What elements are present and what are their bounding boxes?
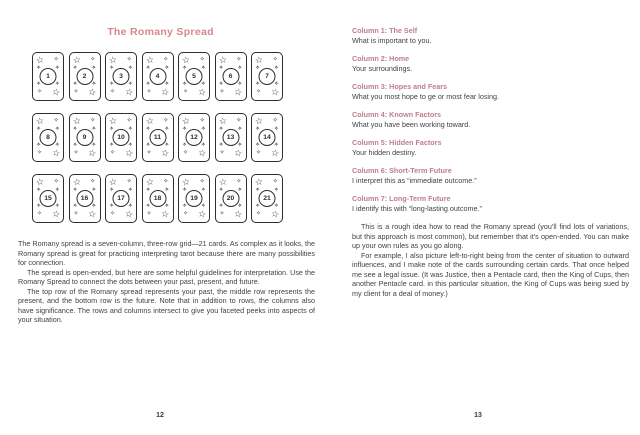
card-number — [182, 126, 206, 148]
flower-icon: ✧ — [53, 117, 59, 124]
small-star-icon: ✧ — [256, 211, 262, 217]
sparkle-icon: ✧ — [109, 203, 114, 209]
tarot-card-back — [105, 113, 137, 162]
star-icon: ☆ — [233, 147, 244, 159]
sparkle-icon: ✧ — [182, 81, 187, 87]
star-icon: ☆ — [217, 176, 228, 188]
card-number-label: 7 — [265, 73, 269, 80]
column-guide-item — [352, 54, 629, 73]
flower-icon: ✧ — [53, 56, 59, 63]
small-star-icon: ✧ — [146, 89, 152, 95]
flower-icon: ✧ — [236, 56, 242, 63]
sparkle-icon: ✧ — [91, 65, 96, 71]
sparkle-icon: ✧ — [36, 126, 41, 132]
flower-icon: ✧ — [236, 117, 242, 124]
sparkle-icon: ✧ — [219, 65, 224, 71]
column-guide-item — [352, 194, 629, 213]
tarot-card-back — [142, 52, 174, 101]
star-icon: ☆ — [270, 208, 281, 220]
sparkle-icon: ✧ — [274, 81, 279, 87]
card-number-label: 3 — [119, 73, 123, 80]
sparkle-icon: ✧ — [36, 65, 41, 71]
star-icon: ☆ — [108, 115, 118, 127]
column-heading: Column 5: Hidden Factors — [352, 138, 442, 147]
sparkle-icon: ✧ — [109, 187, 114, 193]
sparkle-icon: ✧ — [128, 142, 133, 148]
column-description: Your surroundings. — [352, 63, 413, 73]
small-star-icon: ✧ — [73, 211, 79, 217]
card-number-label: 9 — [82, 134, 87, 141]
sparkle-icon: ✧ — [219, 81, 224, 87]
flower-icon: ✧ — [163, 117, 169, 124]
card-number — [255, 187, 279, 209]
small-star-icon: ✧ — [219, 150, 225, 156]
sparkle-icon: ✧ — [237, 81, 242, 87]
flower-icon: ✧ — [126, 178, 132, 185]
flower-icon: ✧ — [199, 178, 205, 185]
star-icon: ☆ — [254, 54, 264, 66]
sparkle-icon: ✧ — [201, 142, 206, 148]
sparkle-icon: ✧ — [146, 142, 151, 148]
flower-icon: ✧ — [199, 56, 205, 63]
flower-icon: ✧ — [163, 178, 169, 185]
sparkle-icon: ✧ — [128, 65, 133, 71]
sparkle-icon: ✧ — [219, 203, 224, 209]
sparkle-icon: ✧ — [55, 65, 60, 71]
flower-icon: ✧ — [90, 56, 96, 63]
star-icon: ☆ — [217, 115, 228, 127]
tarot-card-back — [178, 52, 210, 101]
star-icon: ☆ — [270, 147, 281, 159]
sparkle-icon: ✧ — [182, 126, 187, 132]
sparkle-icon: ✧ — [255, 203, 260, 209]
paragraph: The Romany spread is a seven-column, three-row grid—21 cards. As complex as it looks, the Romany spread is great for practicing interpreting tarot because there are many possibilities for connection. — [18, 239, 315, 267]
star-icon: ☆ — [87, 86, 98, 98]
card-number-label: 8 — [46, 134, 50, 141]
column-guide-item — [352, 110, 629, 129]
card-number — [36, 126, 60, 148]
sparkle-icon: ✧ — [73, 81, 78, 87]
tarot-card-back — [251, 113, 283, 162]
card-number — [36, 65, 60, 87]
column-description: What is important to you. — [352, 35, 432, 45]
card-number-label: 5 — [192, 73, 196, 80]
sparkle-icon: ✧ — [128, 187, 133, 193]
sparkle-icon: ✧ — [274, 142, 279, 148]
small-star-icon: ✧ — [110, 211, 116, 217]
column-heading: Column 3: Hopes and Fears — [352, 82, 448, 91]
column-guide-item — [352, 138, 629, 157]
star-icon: ☆ — [160, 208, 171, 220]
small-star-icon: ✧ — [146, 150, 152, 156]
star-icon: ☆ — [71, 176, 82, 188]
tarot-card-back — [32, 174, 64, 223]
tarot-card-back — [178, 174, 210, 223]
card-number-label: 12 — [190, 134, 198, 141]
flower-icon: ✧ — [236, 178, 242, 185]
card-number — [109, 126, 133, 148]
sparkle-icon: ✧ — [201, 81, 206, 87]
card-number-label: 11 — [153, 134, 162, 141]
card-number-label: 14 — [263, 134, 271, 141]
sparkle-icon: ✧ — [219, 187, 224, 193]
column-heading: Column 6: Short-Term Future — [352, 166, 452, 175]
tarot-card-back — [215, 174, 247, 223]
small-star-icon: ✧ — [256, 89, 262, 95]
card-number — [182, 187, 206, 209]
sparkle-icon: ✧ — [164, 81, 169, 87]
sparkle-icon: ✧ — [146, 65, 151, 71]
column-guide-item — [352, 82, 629, 101]
sparkle-icon: ✧ — [237, 187, 242, 193]
star-icon: ☆ — [71, 115, 82, 127]
star-icon: ☆ — [124, 86, 135, 98]
card-number — [109, 65, 133, 87]
small-star-icon: ✧ — [146, 211, 152, 217]
paragraph: The spread is open-ended, but here are some helpful guidelines for interpretation. Use the Romany Spread to connect the dots between your past, present, and future. — [18, 267, 315, 286]
flower-icon: ✧ — [272, 56, 278, 63]
tarot-card-back — [32, 52, 64, 101]
column-description: Your hidden destiny. — [352, 147, 417, 157]
sparkle-icon: ✧ — [255, 187, 260, 193]
column-heading: Column 4: Known Factors — [352, 110, 442, 119]
sparkle-icon: ✧ — [128, 126, 133, 132]
sparkle-icon: ✧ — [164, 203, 169, 209]
star-icon: ☆ — [270, 86, 281, 98]
small-star-icon: ✧ — [110, 150, 116, 156]
tarot-card-back — [69, 113, 101, 162]
sparkle-icon: ✧ — [91, 203, 96, 209]
tarot-card-back — [32, 113, 64, 162]
sparkle-icon: ✧ — [36, 81, 41, 87]
star-icon: ☆ — [197, 208, 208, 220]
sparkle-icon: ✧ — [237, 126, 242, 132]
sparkle-icon: ✧ — [274, 126, 279, 132]
sparkle-icon: ✧ — [237, 203, 242, 209]
sparkle-icon: ✧ — [164, 65, 169, 71]
star-icon: ☆ — [254, 176, 264, 188]
card-number-label: 1 — [46, 73, 50, 80]
card-number — [219, 65, 242, 87]
small-star-icon: ✧ — [37, 211, 43, 217]
sparkle-icon: ✧ — [182, 65, 187, 71]
card-number — [73, 126, 96, 148]
sparkle-icon: ✧ — [255, 142, 260, 148]
sparkle-icon: ✧ — [109, 126, 114, 132]
sparkle-icon: ✧ — [91, 187, 96, 193]
left-body-text — [18, 239, 315, 325]
sparkle-icon: ✧ — [55, 203, 60, 209]
star-icon: ☆ — [160, 147, 171, 159]
small-star-icon: ✧ — [73, 150, 79, 156]
sparkle-icon: ✧ — [55, 126, 60, 132]
sparkle-icon: ✧ — [73, 187, 78, 193]
flower-icon: ✧ — [272, 178, 278, 185]
star-icon: ☆ — [181, 115, 191, 127]
sparkle-icon: ✧ — [182, 142, 187, 148]
sparkle-icon: ✧ — [146, 126, 151, 132]
card-number — [255, 126, 279, 148]
card-number-label: 6 — [228, 73, 233, 80]
column-guide-item — [352, 26, 629, 45]
flower-icon: ✧ — [126, 56, 132, 63]
tarot-card-back — [251, 52, 283, 101]
star-icon: ☆ — [197, 86, 208, 98]
star-icon: ☆ — [71, 54, 82, 66]
sparkle-icon: ✧ — [255, 81, 260, 87]
sparkle-icon: ✧ — [237, 65, 242, 71]
flower-icon: ✧ — [163, 56, 169, 63]
sparkle-icon: ✧ — [128, 203, 133, 209]
star-icon: ☆ — [233, 86, 244, 98]
card-number — [109, 187, 133, 209]
star-icon: ☆ — [124, 208, 135, 220]
column-guide-list — [352, 26, 629, 222]
star-icon: ☆ — [197, 147, 208, 159]
star-icon: ☆ — [144, 54, 155, 66]
paragraph: The top row of the Romany spread represents your past, the middle row represents the present, and the bottom row is the future. Note that in addition to rows, the columns also have significance. The rows and columns intersect to give you faceted peeks into aspects of your situation. — [18, 286, 315, 324]
star-icon: ☆ — [35, 54, 45, 66]
sparkle-icon: ✧ — [237, 142, 242, 148]
sparkle-icon: ✧ — [146, 203, 151, 209]
sparkle-icon: ✧ — [36, 142, 41, 148]
sparkle-icon: ✧ — [91, 81, 96, 87]
small-star-icon: ✧ — [219, 89, 225, 95]
sparkle-icon: ✧ — [274, 65, 279, 71]
card-number — [146, 126, 169, 148]
card-number — [182, 65, 206, 87]
star-icon: ☆ — [87, 208, 98, 220]
right-body-text — [352, 222, 629, 298]
sparkle-icon: ✧ — [164, 187, 169, 193]
card-number — [219, 187, 242, 209]
star-icon: ☆ — [181, 54, 191, 66]
card-number-label: 21 — [263, 195, 271, 202]
card-number — [36, 187, 60, 209]
small-star-icon: ✧ — [183, 150, 189, 156]
sparkle-icon: ✧ — [36, 187, 41, 193]
sparkle-icon: ✧ — [182, 187, 187, 193]
card-number-label: 17 — [117, 195, 125, 202]
sparkle-icon: ✧ — [55, 187, 60, 193]
sparkle-icon: ✧ — [36, 203, 41, 209]
star-icon: ☆ — [87, 147, 98, 159]
sparkle-icon: ✧ — [109, 81, 114, 87]
flower-icon: ✧ — [90, 117, 96, 124]
small-star-icon: ✧ — [183, 89, 189, 95]
sparkle-icon: ✧ — [201, 203, 206, 209]
sparkle-icon: ✧ — [55, 142, 60, 148]
flower-icon: ✧ — [126, 117, 132, 124]
star-icon: ☆ — [35, 115, 45, 127]
card-number — [255, 65, 279, 87]
card-number-label: 20 — [226, 195, 235, 202]
card-number — [146, 187, 169, 209]
sparkle-icon: ✧ — [109, 65, 114, 71]
tarot-card-back — [178, 113, 210, 162]
flower-icon: ✧ — [90, 178, 96, 185]
star-icon: ☆ — [108, 54, 118, 66]
sparkle-icon: ✧ — [219, 142, 224, 148]
page-number-right: 13 — [474, 412, 482, 419]
sparkle-icon: ✧ — [182, 203, 187, 209]
small-star-icon: ✧ — [110, 89, 116, 95]
sparkle-icon: ✧ — [255, 126, 260, 132]
card-number-label: 18 — [153, 195, 162, 202]
star-icon: ☆ — [160, 86, 171, 98]
sparkle-icon: ✧ — [91, 142, 96, 148]
sparkle-icon: ✧ — [201, 65, 206, 71]
sparkle-icon: ✧ — [73, 126, 78, 132]
flower-icon: ✧ — [272, 117, 278, 124]
sparkle-icon: ✧ — [201, 187, 206, 193]
column-heading: Column 7: Long-Term Future — [352, 194, 451, 203]
star-icon: ☆ — [51, 147, 62, 159]
tarot-card-back — [69, 174, 101, 223]
star-icon: ☆ — [51, 86, 62, 98]
card-number-label: 19 — [190, 195, 198, 202]
star-icon: ☆ — [217, 54, 228, 66]
page-number-left: 12 — [156, 412, 164, 419]
card-number-label: 2 — [82, 73, 87, 80]
card-number — [73, 65, 96, 87]
column-guide-item — [352, 166, 629, 185]
tarot-card-back — [69, 52, 101, 101]
flower-icon: ✧ — [53, 178, 59, 185]
star-icon: ☆ — [124, 147, 135, 159]
tarot-card-back — [105, 52, 137, 101]
column-description: What you most hope to ge or most fear losing. — [352, 91, 500, 101]
star-icon: ☆ — [35, 176, 45, 188]
sparkle-icon: ✧ — [109, 142, 114, 148]
small-star-icon: ✧ — [183, 211, 189, 217]
sparkle-icon: ✧ — [73, 142, 78, 148]
sparkle-icon: ✧ — [219, 126, 224, 132]
card-number — [146, 65, 169, 87]
tarot-card-back — [142, 174, 174, 223]
sparkle-icon: ✧ — [201, 126, 206, 132]
card-number-label: 4 — [155, 73, 160, 80]
star-icon: ☆ — [51, 208, 62, 220]
sparkle-icon: ✧ — [73, 203, 78, 209]
sparkle-icon: ✧ — [55, 81, 60, 87]
tarot-card-back — [105, 174, 137, 223]
card-number — [73, 187, 96, 209]
sparkle-icon: ✧ — [274, 203, 279, 209]
sparkle-icon: ✧ — [146, 187, 151, 193]
star-icon: ☆ — [181, 176, 191, 188]
sparkle-icon: ✧ — [73, 65, 78, 71]
tarot-card-back — [215, 113, 247, 162]
tarot-card-back — [215, 52, 247, 101]
column-description: What you have been working toward. — [352, 119, 471, 129]
sparkle-icon: ✧ — [255, 65, 260, 71]
sparkle-icon: ✧ — [128, 81, 133, 87]
small-star-icon: ✧ — [219, 211, 225, 217]
sparkle-icon: ✧ — [146, 81, 151, 87]
paragraph: For example, I also picture left-to-right being from the center of situation to outward influences, and I make note of the cards surrounding certain cards. That once helped me see a legal issue. (It was Justice, then a Pentacle card, then the King of Cups, then another Pentacle card. in this particular situation, the King of Cups was being sued by my client for a deal of money.) — [352, 250, 629, 298]
page-title: The Romany Spread — [107, 26, 214, 38]
sparkle-icon: ✧ — [274, 187, 279, 193]
tarot-card-back — [142, 113, 174, 162]
column-description: I identify this with “long-lasting outcome.” — [352, 203, 482, 213]
star-icon: ☆ — [233, 208, 244, 220]
card-number-label: 10 — [117, 134, 125, 141]
card-number-label: 15 — [44, 195, 52, 202]
card-number — [219, 126, 242, 148]
sparkle-icon: ✧ — [164, 126, 169, 132]
star-icon: ☆ — [144, 115, 155, 127]
star-icon: ☆ — [144, 176, 155, 188]
card-grid — [32, 52, 283, 223]
column-heading: Column 2: Home — [352, 54, 410, 63]
card-number-label: 13 — [226, 134, 235, 141]
flower-icon: ✧ — [199, 117, 205, 124]
star-icon: ☆ — [108, 176, 118, 188]
column-heading: Column 1: The Self — [352, 26, 418, 35]
tarot-card-back — [251, 174, 283, 223]
small-star-icon: ✧ — [73, 89, 79, 95]
sparkle-icon: ✧ — [164, 142, 169, 148]
column-description: I interpret this as “immediate outcome.” — [352, 175, 477, 185]
sparkle-icon: ✧ — [91, 126, 96, 132]
small-star-icon: ✧ — [37, 150, 43, 156]
small-star-icon: ✧ — [256, 150, 262, 156]
card-number-label: 16 — [80, 195, 89, 202]
small-star-icon: ✧ — [37, 89, 43, 95]
paragraph: This is a rough idea how to read the Romany spread (you’ll find lots of variations, but this approach is most common), but remember that it’s open-ended. You can make up your own rules as you go along. — [352, 222, 629, 250]
star-icon: ☆ — [254, 115, 264, 127]
